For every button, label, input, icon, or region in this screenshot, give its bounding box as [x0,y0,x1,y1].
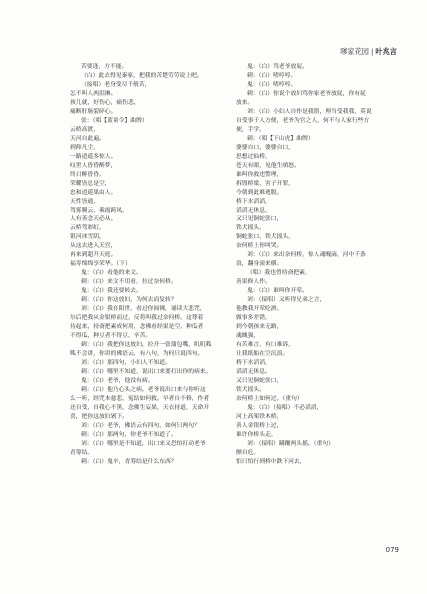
header-separator: | [371,47,374,56]
text-line: 河上高架铁木桥， [236,413,283,420]
text-line: 刺：（白）喳哼哼。 [247,72,297,79]
text-line: 刺：（白）你这放妇，为何去而复转？ [81,297,177,304]
text-line: 刘：（接唱）蹒跚两头摇，（重句） [247,440,334,447]
right-text-column [236,63,392,467]
text-line: 刺：（白）他乃心头之病。老爷说出口来与你听这 [81,386,206,393]
text-line: 痛断肝肠裂碎心。 [70,108,117,115]
text-line: 怎不叫人两泪淋。 [70,90,117,97]
text-line: 云桥驾彩虹， [70,225,105,232]
text-line: 驾雾腾云，乘霞跨凤， [70,207,128,214]
text-line: 怕只怕行到桥中跌下河去， [236,458,306,465]
text-line: 刘：（白）哪里是不知道，出口来又恐怕打动老爷 [81,440,206,447]
text-line: 刺：（白）我把你这放妇，拉开一张蒲包嘴，叽叽呱 [81,342,212,349]
text-line: 不得瓜，种豆者不得豆，辛苦。 [70,333,152,340]
text-line: 奈何桥上你叫哭。 [236,243,283,250]
text-line: 刘：（白）那四句，小妇人不知道。 [81,359,171,366]
text-line: 刺：（白）你说个放妇骂你家老爷放屁，你有屁 [247,90,366,97]
running-header [340,47,397,57]
text-line: 自受事于人方便，老爷为官之人，何不与人家行些方 [236,117,370,124]
text-line: 魂魄强， [236,333,260,340]
text-line: 终日醉昏昏。 [70,171,105,178]
left-text-column [70,63,226,467]
text-line: 又只见铜蛇张口， [236,377,283,384]
text-line: 铁犬摇头， [236,225,265,232]
text-line: 刺：（白）哪里不知道，说出口来要打出你的病来。 [81,368,212,375]
text-line: 拆毁桥梁，害子开罪， [236,180,294,187]
text-line: 谁叫你救违警理， [236,171,283,178]
text-line: 做事多差错， [236,315,271,322]
text-line: 刺：（白）鬼卒，青筹结是什么东西？ [81,458,177,465]
text-line: 鬼：（白）喳哼哼。 [247,81,297,88]
text-line: 再来到超升天庭。 [70,252,117,259]
text-line: 鬼：（白）（接唱）不必滔滔， [247,404,323,411]
text-line: 到今朝孩来无路， [236,324,283,331]
text-line: 让我纸船在空沉浪。 [236,351,289,357]
author-name: 叶兆言 [375,47,397,56]
text-line: 鬼：（白）老爷，他没有病。 [81,377,154,384]
text-line: 有苦难言，有口难诉， [236,342,294,349]
text-line: 一路逍遥多惊人。 [70,153,117,160]
text-line: 刘：（白）小妇人自作是我错，理当受我我，莫说 [247,108,372,115]
text-line: 叹世人昏昏醉梦， [70,162,117,169]
text-line: 铜蛇张口，铁犬摇头， [236,234,294,241]
text-line: 便，手学。 [236,126,265,133]
text-line: 善人金银桥上过， [236,422,283,429]
text-line: 又只见铜蛇张口， [236,216,283,223]
text-line: 银河冰雪阴， [70,234,105,241]
text-line: 苦要逢，方不能。 [81,64,128,70]
text-line: 苍天有眼，见他生嗔怒。 [236,162,300,169]
text-line: （唱）我也曾持斋把素， [247,270,311,277]
text-line: 福寿绵绵享荣华。（下） [70,261,131,268]
text-line: 颤自危。 [236,449,260,456]
text-line: 忠和逍遥果由人。 [70,189,117,196]
text-line: 么一听，经咒本慈悲，冤结如何救。早者自不修，作者 [70,395,210,402]
text-line: （接唱）老身受尽千般苦， [81,81,151,88]
text-line: 到仰凡尘， [70,144,99,151]
text-line: 青筹结。 [70,449,94,456]
text-line: 人有善念天必从。 [70,216,117,223]
text-line: 荣耀皆总是空， [70,180,111,187]
text-line: 善果修人作。 [236,279,271,286]
text-line: 尔后把我从金银桥而过，反将叫我过奈何桥。这尊着 [70,315,204,322]
text-line: 婆婆自口，婆婆自口， [236,144,294,151]
text-line: 天河自此遍。 [70,135,105,142]
text-line: 刺：（白）那两句，你老爷不知道了。 [81,431,177,438]
text-line: 鬼：（白）谁叫你开荤。 [247,288,308,295]
text-line: 刺：（唱【下山虎】曲牌） [247,135,314,142]
text-line: 思想过仙桥， [236,153,271,160]
text-line: 奈何桥上如何过。（重句） [236,395,303,402]
text-line: 谁许你桥头走。 [236,431,277,438]
page-number: 079 [385,546,399,554]
text-line: 鬼：（白）看他的来文。 [81,270,142,277]
text-line: （白）此去得见秦家，把我的苦楚劳劳说上吧。 [81,72,203,79]
text-line: 鬼：（白）我还要转去。 [81,288,142,295]
text-line: 孩儿就，好伤心，痛伤悲， [70,99,140,106]
text-line: 刺：（白）来文不用看，拉过奈何桥。 [81,279,177,286]
text-line: 刘：（白）我在阳世，看过你阎佛，诵读大悲咒， [81,306,206,313]
text-line: 滔滔无休息。 [236,368,271,375]
text-line: 铁犬摇头。 [236,386,265,393]
text-line: 还自受，自我心不黑，念佛生妄果，天衣持道，天命开 [70,404,210,411]
text-line: 天性皆通， [70,198,99,205]
book-title: 嗲家花园 [340,47,369,56]
text-line: 从这去进入天宫， [70,243,117,250]
text-line: 桥下水滔滔， [236,198,271,205]
text-line: 刘：（接唱）又听得兄弟之言， [247,297,326,304]
text-line: 喜，把你这放妇剁下。 [70,413,128,420]
text-line: 浪，翻身滚来横。 [236,261,283,268]
text-line: 桥下水滔滔， [236,359,271,366]
text-line: 张：（唱【蓝童令】曲牌） [81,117,148,124]
text-line: 待起来，持斋把素成何用，念佛看经果是空。种瓜者 [70,324,204,331]
text-line: 今朝到此难逃脱。 [236,189,283,196]
text-line: 滔滔无休息， [236,207,271,214]
text-line: 他教我开荤吃酒。 [236,306,283,313]
text-line: 鬼：（白）骂老爷放屁。 [247,64,308,70]
text-line: 放来。 [236,99,254,106]
text-line: 刘：（白）老爷，佛语云有四句，如何只两句？ [81,422,200,429]
text-line: 刘：（白）来出奈何桥，惊人魂魄滴，河中千条 [247,252,366,259]
text-line: 云桥高渡， [70,126,99,133]
text-line: 呱不会讲，你讲的佛语云，有八句，为何只说四句。 [70,351,204,357]
